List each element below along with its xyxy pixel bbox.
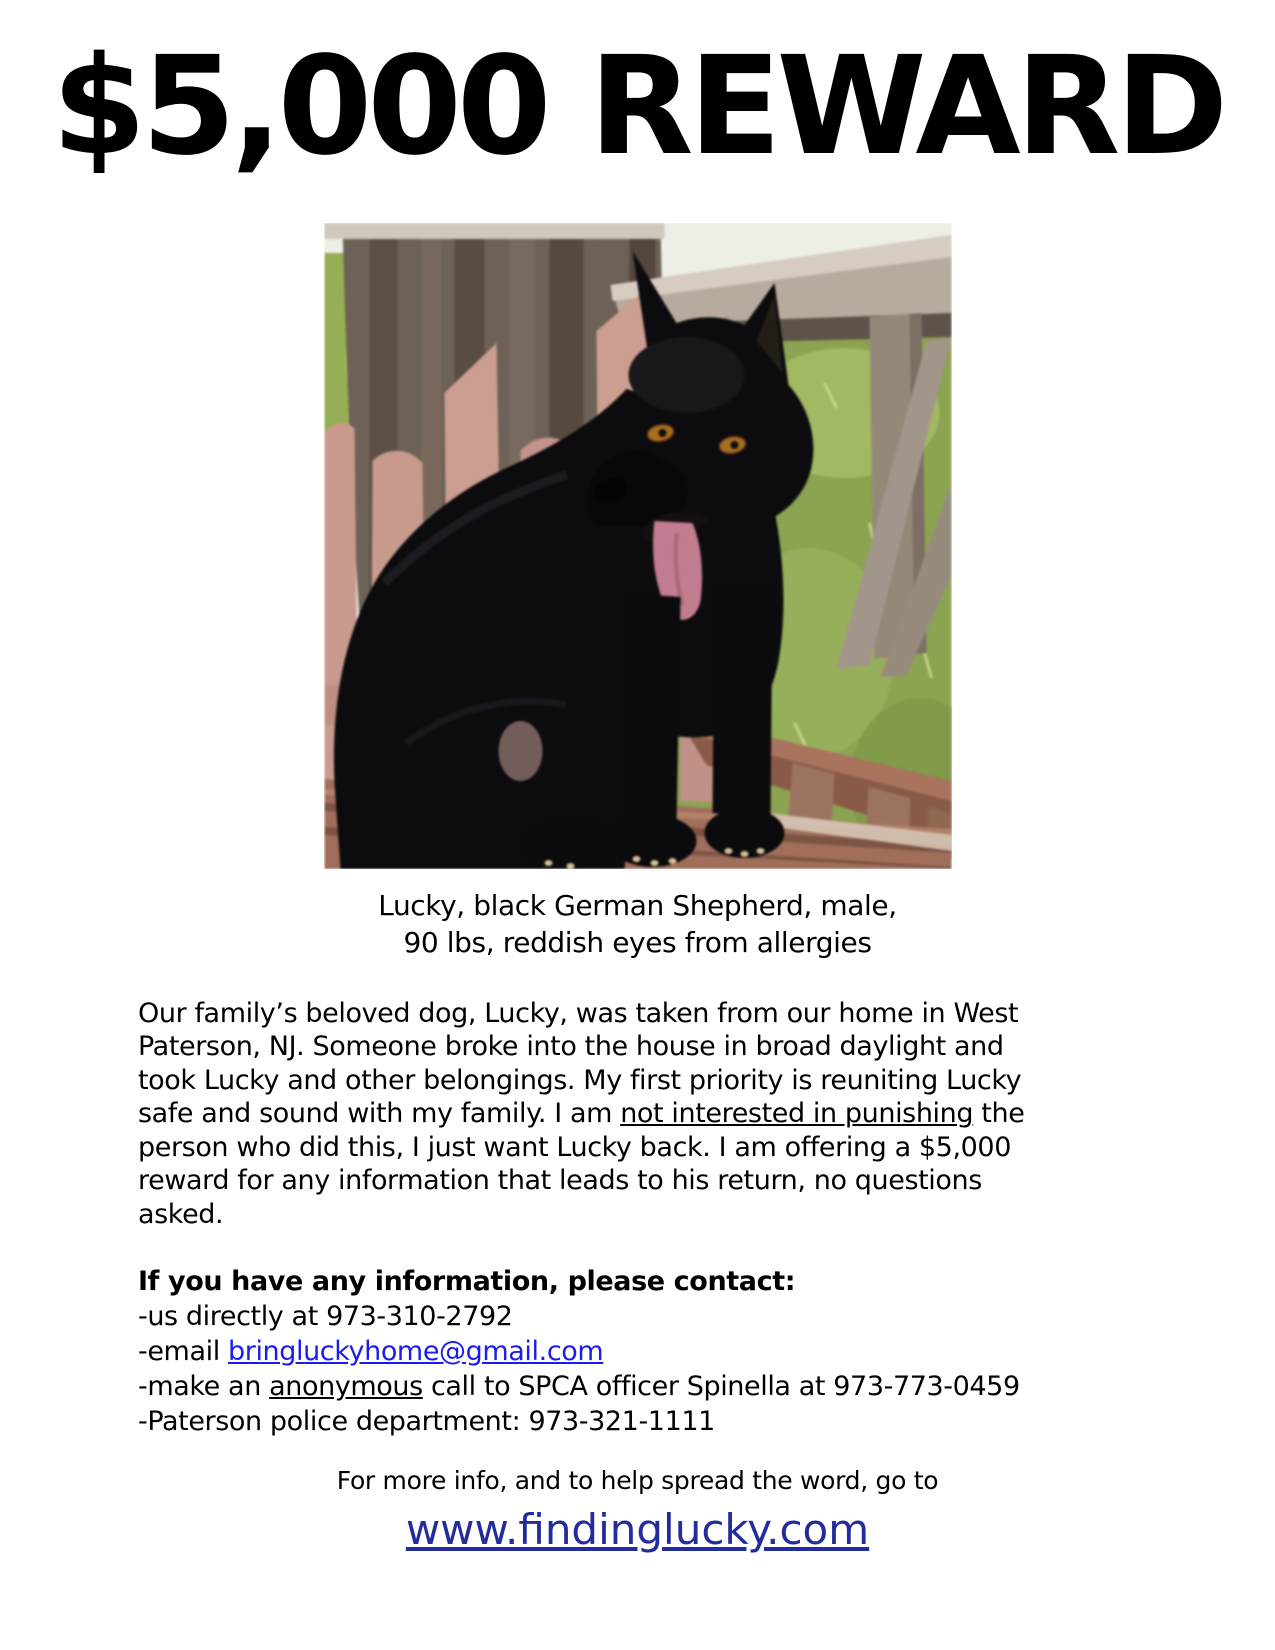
- dog-photo-illustration: [324, 223, 952, 869]
- dog-belly-patch: [498, 721, 542, 781]
- contact-spca-line: -make an anonymous call to SPCA officer Spinella at 973-773-0459: [138, 1371, 1020, 1403]
- dog-forehead-sheen: [628, 337, 744, 413]
- body-line: person who did this, I just want Lucky back. I am offering a $5,000: [138, 1131, 1011, 1163]
- website-link[interactable]: www.findinglucky.com: [405, 1505, 870, 1555]
- dog-paw-left: [608, 815, 696, 867]
- footer-note: For more info, and to help spread the word, go to: [336, 1466, 939, 1496]
- contact-phone-direct: -us directly at 973-310-2792: [138, 1301, 513, 1333]
- dog-paw-right: [704, 808, 784, 858]
- body-line: asked.: [138, 1198, 224, 1230]
- caption-line-2: 90 lbs, reddish eyes from allergies: [403, 925, 872, 959]
- dog-front-leg-left: [622, 593, 680, 827]
- photo-caption: [0, 887, 1275, 961]
- contact-heading: If you have any information, please contact:: [138, 1266, 796, 1298]
- dog-photo: [324, 223, 952, 869]
- body-line: reward for any information that leads to his return, no questions: [138, 1165, 982, 1197]
- body-line: safe and sound with my family. I am not interested in punishing the: [138, 1098, 1025, 1130]
- page-title: $5,000 REWARD: [51, 28, 1224, 186]
- contact-police-line: -Paterson police department: 973-321-1111: [138, 1406, 715, 1438]
- body-line: Our family’s beloved dog, Lucky, was taken from our home in West: [138, 997, 1019, 1029]
- body-line: took Lucky and other belongings. My first priority is reuniting Lucky: [138, 1064, 1022, 1096]
- website-line: [0, 1505, 1275, 1554]
- caption-line-1: Lucky, black German Shepherd, male,: [378, 888, 897, 922]
- body-paragraph: [138, 997, 1135, 1232]
- dog-front-leg-right: [712, 583, 772, 819]
- contact-section: [138, 1264, 1135, 1439]
- underlined-word-anonymous: anonymous: [269, 1371, 423, 1403]
- contact-email-line: -email bringluckyhome@gmail.com: [138, 1336, 604, 1368]
- body-line: Paterson, NJ. Someone broke into the house in broad daylight and: [138, 1031, 1004, 1063]
- email-link[interactable]: bringluckyhome@gmail.com: [228, 1336, 604, 1368]
- underlined-phrase: not interested in punishing: [620, 1098, 974, 1130]
